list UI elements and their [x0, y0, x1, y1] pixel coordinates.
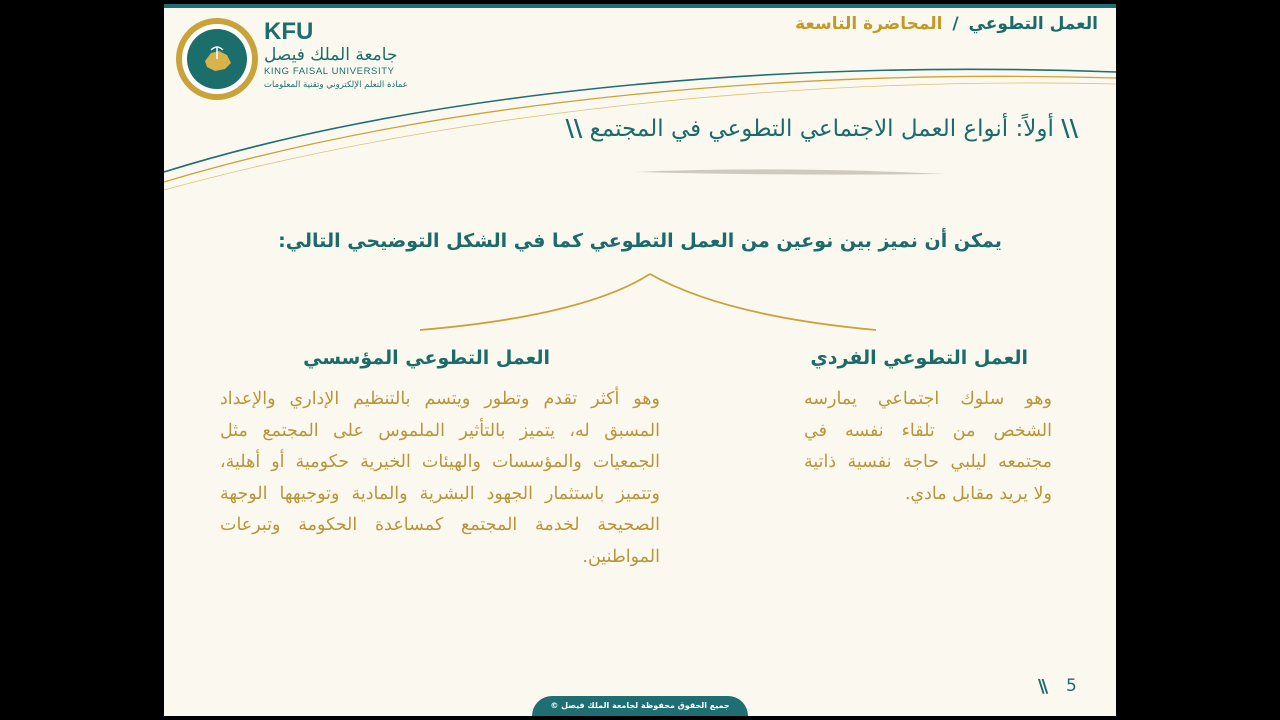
- institutional-volunteer-description: وهو أكثر تقدم وتطور ويتسم بالتنظيم الإداري والإعداد المسبق له، يتميز بالتأثير الملموس على المجتمع مثل الجمعيات والمؤسسات والهيئات الخيرية حكومية أو أهلية، وتتميز باستثمار الجهود البشرية والمادية وتوجيهها الوجهة الصحيحة لخدمة المجتمع كمساعدة الحكومة وتبرعات المواطنين.: [220, 389, 660, 567]
- university-logo: [264, 20, 409, 92]
- logo-department: عمادة التعلم الإلكتروني وتقنية المعلومات: [264, 80, 408, 90]
- slide: [164, 4, 1116, 716]
- section-end-marker: \\: [565, 116, 583, 142]
- header-separator: /: [952, 14, 959, 34]
- individual-volunteer-description: وهو سلوك اجتماعي يمارسه الشخص من تلقاء نفسه في مجتمعه ليلبي حاجة نفسية ذاتية ولا يريد مقابل مادي.: [804, 389, 1052, 504]
- lecture-name: المحاضرة التاسعة: [795, 14, 943, 34]
- logo-english-name: KING FAISAL UNIVERSITY: [264, 66, 395, 77]
- section-marker: \\: [1061, 116, 1078, 142]
- logo-arabic-name: جامعة الملك فيصل: [264, 45, 398, 65]
- logo-abbreviation: KFU: [264, 18, 314, 45]
- page-marker: \\: [1038, 676, 1046, 697]
- header-title: [795, 14, 1098, 34]
- course-name: العمل التطوعي: [968, 14, 1098, 34]
- institutional-volunteer-title: العمل التطوعي المؤسسي: [303, 347, 550, 369]
- section-heading: [565, 116, 1078, 142]
- university-seal-icon: [176, 18, 258, 100]
- copyright-footer: جميع الحقوق محفوظة لجامعة الملك فيصل ©: [532, 696, 748, 716]
- section-heading-text: أولاً: أنواع العمل الاجتماعي التطوعي في المجتمع: [589, 116, 1054, 142]
- individual-volunteer-title: العمل التطوعي الفردي: [810, 347, 1028, 369]
- intro-text: يمكن أن نميز بين نوعين من العمل التطوعي كما في الشكل التوضيحي التالي:: [278, 230, 1002, 252]
- page-number: 5: [1066, 676, 1077, 696]
